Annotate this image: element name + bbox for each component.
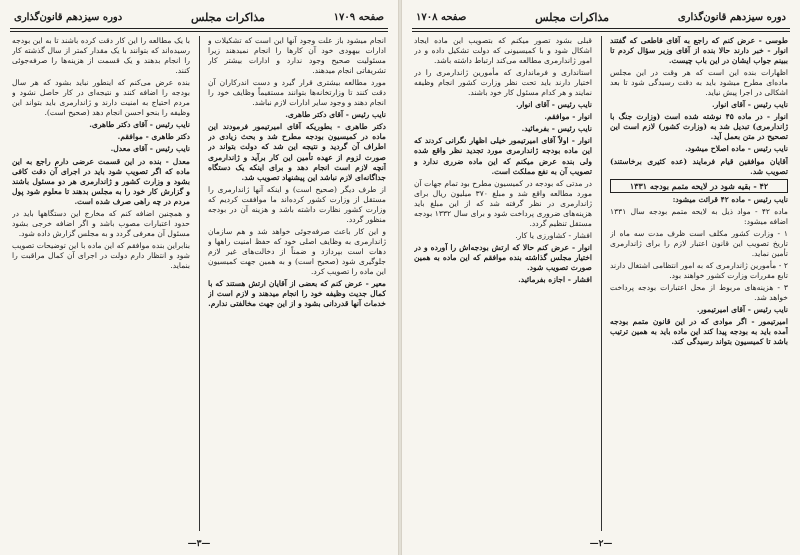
paragraph: ۳ - هزینه‌های مربوط از محل اعتبارات بودجه پرداخت خواهد شد. (610, 283, 788, 303)
paragraph: و این کار باعث صرفه‌جوئی خواهد شد و هم سازمان ژاندارمری به وظایف اصلی خود که حفظ امنیت راهها و دهات است بپردازد و ضمناً از دخالت‌های غیر لازم جلوگیری شود (صحیح است) و به همین جهت کمیسیون این ماده را تصویب کرد. (208, 226, 386, 277)
speaker-paragraph: آقایان موافقین قیام فرمایند (عده کثیری برخاستند) تصویب شد. (610, 156, 788, 176)
page-number: صفحه ۱۷۰۹ (333, 11, 384, 23)
text-column-right (610, 36, 788, 533)
right-header (416, 8, 786, 26)
journal-title: مذاکرات مجلس (535, 10, 610, 24)
journal-title: مذاکرات مجلس (190, 10, 265, 24)
paragraph: بنابراین بنده موافقم که این ماده با این توضیحات تصویب شود و انتظار دارم دولت در اجرای آن کمال مراقبت را بنماید. (12, 240, 190, 270)
page-number: صفحه ۱۷۰۸ (416, 11, 467, 23)
paragraph: قبلی بشود تصور میکنم که بتصویب این ماده ایجاد اشکال شود و با کمیسیونی که دولت تشکیل داده و در امور ژاندارمری مطالعه می‌کند ارتباط داشته باشد. (414, 36, 592, 66)
text-column-right (208, 36, 386, 533)
paragraph: انجام میشود باز علت وجود آنها این است که تشکیلات و ادارات بیهودی خود آن کارها را انجام نمیدهند زیرا مسئولیت صحیح وجود ندارد و ادارات بیشتر کار تشریفاتی انجام میدهند. (208, 36, 386, 76)
speaker-paragraph: طوسی - عرض کنم که راجع به آقای قاطعی که گفتند انوار - خبر دارند حالا بنده از آقای وزیر سؤال کردم تا ببینم جواب ایشان در این باب چیست. (610, 36, 788, 66)
paragraph: در مدتی که بودجه در کمیسیون مطرح بود تمام جهات آن مورد مطالعه واقع شد و مبلغ ۳۷۰ میلیون ریال برای ژاندارمری در نظر گرفته شد که از این مبلغ باید هزینه‌های ضروری پرداخت شود و برای سال ۱۳۳۲ بودجه مستقل تنظیم گردد. (414, 178, 592, 228)
speaker-paragraph: انوار - در ماده ۴۵ نوشته شده است (وزارت جنگ با ژاندارمری) تبدیل شد به (وزارت کشور) لازم است این تصحیح در متن بعمل آید. (610, 112, 788, 142)
left-page (0, 0, 398, 555)
speaker-paragraph: نایب رئیس - آقای دکتر طاهری. (285, 110, 386, 120)
paragraph: ۱ - وزارت کشور مکلف است ظرف مدت سه ماه از تاریخ تصویب این قانون اعتبار لازم را برای ژاندارمری تأمین نماید. (610, 228, 788, 258)
paragraph: با یک مطالعه را این کار دقت کرده باشند تا به این بودجه رسیده‌اند که بتوانند با یک مقدار کمتر از سال گذشته کار را انجام بدهند و یک قسمت از هزینه‌ها را صرفه‌جوئی کنند. (12, 36, 190, 76)
left-header (14, 8, 384, 26)
header-rule (412, 28, 790, 29)
column-divider (601, 36, 602, 531)
column-divider (199, 36, 200, 531)
speaker-paragraph: انوار - اولاً آقای امیرتیمور خیلی اظهار نگرانی کردند که این ماده بودجه ژاندارمری مورد تجدید نظر واقع شده ولی بنده عرض میکنم که این ماده ضرری ندارد و تصویب آن به نفع مملکت است. (414, 136, 592, 176)
paragraph: اظهارات بنده این است که هر وقت در این مجلس ماده‌ای مطرح میشود باید به دقت رسیدگی شود تا بعد اشکالی در اجرا پیش نیاید. (610, 68, 788, 98)
paragraph: ماده ۴۲ - مواد ذیل به لایحه متمم بودجه سال ۱۳۳۱ اضافه میشود: (610, 206, 788, 226)
speaker-paragraph: نایب رئیس - بفرمائید. (521, 124, 592, 134)
speaker-paragraph: انوار - عرض کنم حالا که ارتش بودجه‌اش را آورده و در اختیار مجلس گذاشته بنده موافقم که این ماده به همین صورت تصویب شود. (414, 242, 592, 272)
text-column-left (12, 36, 190, 533)
speaker-paragraph: نایب رئیس - آقای دکتر طاهری. (89, 120, 190, 130)
right-page (402, 0, 800, 555)
header-rule (10, 28, 388, 29)
speaker-paragraph: دکتر طاهری - بطوریکه آقای امیرتیمور فرمودند این ماده در کمیسیون بودجه مطرح شد و بحث زیادی در اطراف آن گردید و نتیجه این شد که دولت بتواند در صورت لزوم از عهده تأمین این کار برآید و ژاندارمری آنچه لازم است انجام دهد و برای اینکه یک دستگاه جداگانه‌ای لازم نباشد این پیشنهاد تصویب شد. (208, 122, 386, 182)
paragraph: ۲ - مأمورین ژاندارمری که به امور انتظامی اشتغال دارند تابع مقررات وزارت کشور خواهند بود. (610, 260, 788, 280)
paragraph: و همچنین اضافه کنم که مخارج این دستگاهها باید در حدود اعتبارات مصوب باشد و اگر اضافه خرجی بشود مسئول آن معرفی گردد و به مجلس گزارش داده شود. (12, 208, 190, 238)
speaker-paragraph: نایب رئیس - آقای انوار. (515, 100, 592, 110)
speaker-paragraph: انوار - موافقم. (544, 112, 592, 122)
session-title: دوره سیزدهم قانون‌گذاری (677, 11, 786, 23)
header-rule-thin (412, 31, 790, 32)
page-footer: —۳— (187, 539, 211, 549)
paragraph: استانداری و فرمانداری که مأمورین ژاندارمری را در اختیار دارند باید تحت نظر وزارت کشور انجام وظیفه نمایند و هر کدام مسئول کار خود باشند. (414, 68, 592, 98)
text-column-left (414, 36, 592, 533)
speaker-paragraph: نایب رئیس - آقای انوار. (711, 100, 788, 110)
section-heading: ۴۲ - بقیه شود در لایحه متمم بودجه ۱۳۳۱ (610, 179, 788, 193)
speaker-paragraph: معیر - عرض کنم که بعضی از آقایان ارتش هستند که با کمال جدیت وظیفه خود را انجام میدهند و لازم است از خدمات آنها قدردانی بشود و از این جهت مخالفتی ندارم. (208, 279, 386, 309)
page-footer: —۲— (589, 539, 613, 549)
paragraph: مورد مطالعه بیشتری قرار گیرد و دست اندرکاران آن دقت کنند تا وزارتخانه‌ها بتوانند مستقیماً وظایف خود را انجام دهند و وجود سایر ادارات لازم نباشد. (208, 78, 386, 108)
session-title: دوره سیزدهم قانون‌گذاری (14, 11, 123, 23)
speaker-paragraph: نایب رئیس - آقای معدل. (110, 144, 190, 154)
speaker-paragraph: افشار - اجازه بفرمائید. (518, 275, 592, 285)
speaker-paragraph: دکتر طاهری - موافقم. (117, 132, 190, 142)
speaker-paragraph: نایب رئیس - آقای امیرتیمور. (696, 305, 788, 315)
speaker-paragraph: نایب رئیس - ماده ۴۲ قرائت میشود: (672, 194, 788, 204)
speaker-paragraph: نایب رئیس - ماده اصلاح میشود. (685, 144, 788, 154)
speaker-paragraph: معدل - بنده در این قسمت عرضی دارم راجع به این ماده که اگر تصویب شود باید در اجرای آن دقت کافی بشود و وزارت کشور و ژاندارمری هر دو مسئول باشند و گزارش کار خود را به مجلس بدهند تا معلوم شود پول مردم در چه راهی صرف شده است. (12, 156, 190, 206)
paragraph: افشار - کشاورزی یا کار. (515, 230, 592, 240)
speaker-paragraph: امیرتیمور - اگر موادی که در این قانون متمم بودجه آمده باید به بودجه پیدا کند این ماده باید به همین ترتیب باشد تا کمیسیون بتواند رسیدگی کند. (610, 317, 788, 347)
paragraph: بنده عرض می‌کنم که اینطور نباید بشود که هر سال بودجه را اضافه کنند و نتیجه‌ای در کار حاصل نشود و مردم احتیاج به امنیت دارند و ژاندارمری باید بتواند این وظیفه را بنحو احسن انجام دهد (صحیح است). (12, 78, 190, 118)
paragraph: از طرف دیگر (صحیح است) و اینکه آنها ژاندارمری را مستقل از وزارت کشور کرده‌اند ما موافقت کردیم که وزارت کشور نظارت داشته باشد و هزینه آن در بودجه منظور گردد. (208, 184, 386, 224)
header-rule-thin (10, 31, 388, 32)
